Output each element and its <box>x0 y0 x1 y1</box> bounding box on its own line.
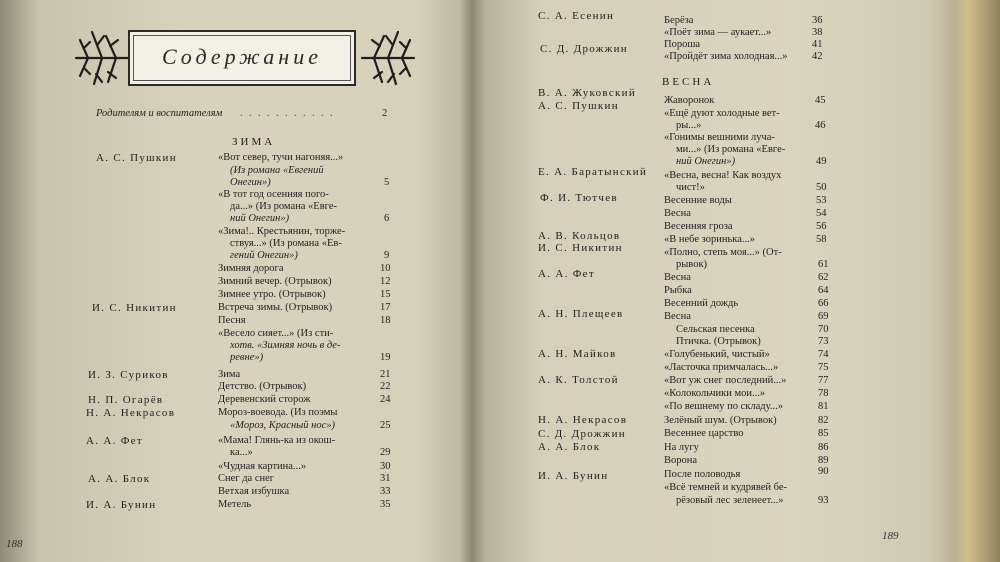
toc-line: хотв. «Зимняя ночь в де- <box>230 340 341 351</box>
toc-page: 17 <box>380 302 391 313</box>
toc-line: «Мороз, Красный нос») <box>230 420 335 431</box>
toc-line: Пороша <box>664 39 701 50</box>
toc-page: 21 <box>380 369 391 380</box>
toc-line: «Весна, весна! Как воздух <box>664 170 782 181</box>
toc-line: «Поёт зима — аукает...» <box>664 27 772 38</box>
toc-page: 45 <box>815 95 826 106</box>
toc-line: ры...» <box>676 120 702 131</box>
toc-page: 73 <box>818 336 829 347</box>
toc-line: Сельская песенка <box>676 324 755 335</box>
author-name: А. С. Пушкин <box>96 152 177 164</box>
toc-page: 24 <box>380 394 391 405</box>
toc-line: Зимний вечер. (Отрывок) <box>218 276 332 287</box>
toc-page: 66 <box>818 298 829 309</box>
toc-line: «В небе зоринька...» <box>664 234 755 245</box>
toc-line: Зимнее утро. (Отрывок) <box>218 289 326 300</box>
toc-line: На лугу <box>664 442 699 453</box>
toc-page: 93 <box>818 495 829 506</box>
author-name: И. А. Бунин <box>86 499 157 511</box>
toc-line: «Ещё дуют холодные вет- <box>664 108 780 119</box>
toc-line: (Из романа «Евгений <box>230 165 324 176</box>
toc-line: Встреча зимы. (Отрывок) <box>218 302 333 313</box>
author-name: А. Н. Плещеев <box>538 308 624 320</box>
toc-line: «Всё темней и кудрявей бе- <box>664 482 787 493</box>
toc-line: «Голубенький, чистый» <box>664 349 770 360</box>
author-name: Н. А. Некрасов <box>538 414 628 426</box>
toc-line: После половодья <box>664 469 741 480</box>
toc-page: 82 <box>818 415 829 426</box>
toc-line: гений Онегин») <box>230 250 298 261</box>
toc-line: да...» (Из романа «Евге- <box>230 201 337 212</box>
toc-page: 36 <box>812 15 823 26</box>
author-name: И. С. Никитин <box>538 242 623 254</box>
author-name: И. А. Бунин <box>538 470 609 482</box>
author-name: А. В. Кольцов <box>538 230 621 242</box>
left-page: Содержание Родителям и воспитателям . . . . . . . . . . . 2 ЗИМА А. С. Пушкин И. С. Никитин И. З. Суриков Н. П. Огарёв Н. А. Некрасов А. А. Фет А. А. Блок И. А. Бунин «Вот север, тучи нагоняя...» (Из романа «Евгений Онегин») «В тот год осенняя пого- да...» (Из романа «Евге- ний Онегин») «Зима!.. Крестьянин, торже- ствуя...» (Из романа «Ев- гений Онегин») Зимняя дорога Зимний вечер. (Отрывок) Зимнее утро. (Отрывок) Встреча зимы. (Отрывок) Песня «Весело сияет...» (Из сти- хотв. «Зимняя ночь в де- ревне») Зима Детство. (Отрывок) Деревенский сторож Мороз-воевода. (Из поэмы «Мороз, Красный нос») «Мама! Глянь-ка из окош- ка...» «Чудная картина...» Снег да снег Ветхая избушка Метель 5 6 9 10 12 15 17 18 19 21 22 24 25 29 30 31 33 35 188 <box>0 0 470 562</box>
toc-page: 15 <box>380 289 391 300</box>
toc-line: Зима <box>218 369 241 380</box>
toc-page: 62 <box>818 272 829 283</box>
author-name: А. С. Пушкин <box>538 100 619 112</box>
toc-page: 49 <box>816 156 827 167</box>
toc-page: 42 <box>812 51 823 62</box>
toc-line: чист!» <box>676 182 705 193</box>
toc-page: 74 <box>818 349 829 360</box>
toc-line: «Вот уж снег последний...» <box>664 375 787 386</box>
branch-ornament-right <box>360 26 418 88</box>
toc-line: ствуя...» (Из романа «Ев- <box>230 238 342 249</box>
toc-page: 38 <box>812 27 823 38</box>
toc-line: Жаворонок <box>664 95 715 106</box>
toc-line: Весна <box>664 272 691 283</box>
toc-line: Весна <box>664 208 691 219</box>
toc-line: Берёза <box>664 15 694 26</box>
intro-title: Родителям и воспитателям <box>96 108 223 119</box>
toc-line: Мороз-воевода. (Из поэмы <box>218 407 338 418</box>
toc-line: «Вот север, тучи нагоняя...» <box>218 152 344 163</box>
author-name: А. К. Толстой <box>538 374 619 386</box>
toc-page: 58 <box>816 234 827 245</box>
toc-line: Птичка. (Отрывок) <box>676 336 761 347</box>
toc-page: 46 <box>815 120 826 131</box>
intro-page: 2 <box>382 108 388 119</box>
toc-line: «По вешнему по складу...» <box>664 401 783 412</box>
toc-page: 54 <box>816 208 827 219</box>
author-name: С. Д. Дрожжин <box>540 43 628 55</box>
toc-line: Весенняя гроза <box>664 221 733 232</box>
toc-line: Онегин») <box>230 177 271 188</box>
toc-line: «Ласточка примчалась...» <box>664 362 779 373</box>
toc-page: 56 <box>816 221 827 232</box>
contents-banner <box>128 30 356 86</box>
toc-page: 85 <box>818 428 829 439</box>
author-name: С. А. Есенин <box>538 10 615 22</box>
toc-page: 6 <box>384 213 390 224</box>
toc-line: Ворона <box>664 455 698 466</box>
toc-line: «Полно, степь моя...» (От- <box>664 247 782 258</box>
section-spring: ВЕСНА <box>662 76 715 88</box>
right-page <box>482 0 962 562</box>
toc-line: Зелёный шум. (Отрывок) <box>664 415 777 426</box>
toc-page: 33 <box>380 486 391 497</box>
toc-line: рывок) <box>676 259 708 270</box>
toc-page: 64 <box>818 285 829 296</box>
toc-line: ми...» (Из романа «Евге- <box>676 144 786 155</box>
toc-line: Детство. (Отрывок) <box>218 381 307 392</box>
toc-page: 78 <box>818 388 829 399</box>
author-name: В. А. Жуковский <box>538 87 637 99</box>
toc-page: 30 <box>380 461 391 472</box>
contents-heading: Содержание <box>161 44 322 69</box>
toc-line: Метель <box>218 499 252 510</box>
author-name: Е. А. Баратынский <box>538 166 648 178</box>
author-name: А. А. Фет <box>86 435 143 447</box>
author-name: А. Н. Майков <box>538 348 617 360</box>
toc-page: 35 <box>380 499 391 510</box>
toc-line: ревне») <box>230 352 264 363</box>
toc-page: 5 <box>384 177 390 188</box>
toc-line: «Весело сияет...» (Из сти- <box>218 328 334 339</box>
toc-page: 22 <box>380 381 391 392</box>
toc-page: 75 <box>818 362 829 373</box>
toc-line: рёзовый лес зеленеет...» <box>676 495 784 506</box>
toc-line: Весеннее царство <box>664 428 744 439</box>
author-name: А. А. Блок <box>538 441 601 453</box>
toc-line: «В тот год осенняя пого- <box>218 189 329 200</box>
author-name: И. З. Суриков <box>88 369 169 381</box>
toc-page: 31 <box>380 473 391 484</box>
toc-line: «Колокольчики мои...» <box>664 388 766 399</box>
toc-line: Зимняя дорога <box>218 263 284 274</box>
toc-line: Песня <box>218 315 246 326</box>
author-name: Н. А. Некрасов <box>86 407 176 419</box>
toc-line: ний Онегин») <box>676 156 736 167</box>
toc-page: 53 <box>816 195 827 206</box>
branch-ornament-left <box>72 26 130 88</box>
toc-line: «Чудная картина...» <box>218 461 307 472</box>
section-winter: ЗИМА <box>232 136 276 148</box>
toc-line: Ветхая избушка <box>218 486 290 497</box>
toc-line: «Пройдёт зима холодная...» <box>664 51 788 62</box>
toc-page: 89 <box>818 455 829 466</box>
toc-page: 9 <box>384 250 390 261</box>
toc-page: 25 <box>380 420 391 431</box>
toc-page: 69 <box>818 311 829 322</box>
toc-page: 50 <box>816 182 827 193</box>
toc-line: Рыбка <box>664 285 692 296</box>
author-name: С. Д. Дрожжин <box>538 428 626 440</box>
author-name: Н. П. Огарёв <box>88 394 164 406</box>
toc-line: «Гонимы вешними луча- <box>664 132 775 143</box>
page-number-left: 188 <box>6 538 23 550</box>
toc-page: 86 <box>818 442 829 453</box>
toc-page: 90 <box>818 466 829 477</box>
toc-line: Весна <box>664 311 691 322</box>
toc-line: «Мама! Глянь-ка из окош- <box>218 435 336 446</box>
author-name: Ф. И. Тютчев <box>540 192 618 204</box>
toc-page: 12 <box>380 276 391 287</box>
author-name: И. С. Никитин <box>92 302 177 314</box>
toc-page: 61 <box>818 259 829 270</box>
toc-page: 10 <box>380 263 391 274</box>
toc-page: 70 <box>818 324 829 335</box>
toc-page: 77 <box>818 375 829 386</box>
author-name: А. А. Фет <box>538 268 595 280</box>
toc-page: 41 <box>812 39 823 50</box>
toc-line: Весенний дождь <box>664 298 739 309</box>
toc-line: ний Онегин») <box>230 213 290 224</box>
toc-page: 18 <box>380 315 391 326</box>
toc-page: 19 <box>380 352 391 363</box>
toc-line: ка...» <box>230 447 253 458</box>
toc-page: 81 <box>818 401 829 412</box>
page-number-right: 189 <box>882 530 899 542</box>
author-name: А. А. Блок <box>88 473 151 485</box>
toc-page: 29 <box>380 447 391 458</box>
toc-line: «Зима!.. Крестьянин, торже- <box>218 226 346 237</box>
toc-line: Снег да снег <box>218 473 275 484</box>
toc-line: Деревенский сторож <box>218 394 311 405</box>
toc-line: Весенние воды <box>664 195 732 206</box>
